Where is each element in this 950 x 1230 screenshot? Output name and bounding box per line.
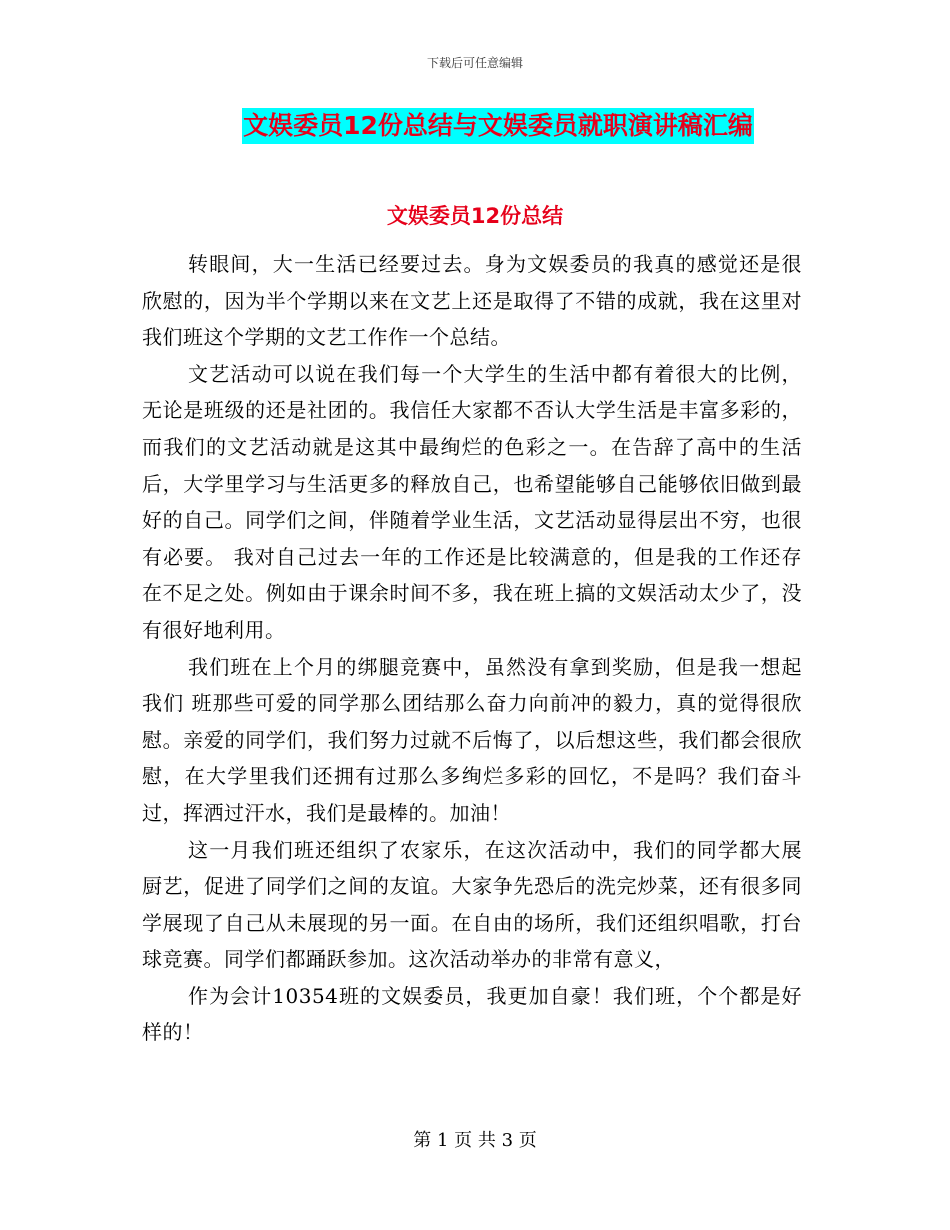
body-paragraph-4: 这一月我们班还组织了农家乐，在这次活动中，我们的同学都大展厨艺，促进了同学们之间的友谊。大家争先恐后的洗完炒菜，还有很多同学展现了自己从未展现的另一面。在自由的场所，我们还组织唱歌，打台球竞赛。同学们都踊跃参加。这次活动举办的非常有意义，: [142, 837, 802, 972]
document-title: 文娱委员12份总结与文娱委员就职演讲稿汇编: [242, 108, 754, 144]
body-paragraph-1: 转眼间，大一生活已经要过去。身为文娱委员的我真的感觉还是很欣慰的，因为半个学期以来在文艺上还是取得了不错的成就，我在这里对我们班这个学期的文艺工作作一个总结。: [142, 252, 802, 350]
document-body: [142, 246, 802, 1051]
body-paragraph-3: 我们班在上个月的绑腿竞赛中，虽然没有拿到奖励，但是我一想起我们 班那些可爱的同学那么团结那么奋力向前冲的毅力，真的觉得很欣慰。亲爱的同学们，我们努力过就不后悔了，以后想这些，我们都会很欣慰，在大学里我们还拥有过那么多绚烂多彩的回忆，不是吗？我们奋斗过，挥洒过汗水，我们是最棒的。加油！: [142, 654, 802, 825]
body-paragraph-5: 作为会计10354班的文娱委员，我更加自豪！我们班，个个都是好样的！: [142, 983, 802, 1045]
page-header-note: 下载后可任意编辑: [426, 56, 523, 70]
section-title: 文娱委员12份总结: [386, 204, 564, 228]
document-title-container: [0, 108, 950, 144]
page-number-footer: 第 1 页 共 3 页: [413, 1130, 537, 1151]
body-paragraph-2: 文艺活动可以说在我们每一个大学生的生活中都有着很大的比例，无论是班级的还是社团的。我信任大家都不否认大学生活是丰富多彩的，而我们的文艺活动就是这其中最绚烂的色彩之一。在告辞了高中的生活后，大学里学习与生活更多的释放自己，也希望能够自己能够依旧做到最好的自己。同学们之间，伴随着学业生活，文艺活动显得层出不穷，也很有必要。 我对自己过去一年的工作还是比较满意的，但是我的工作还存在不足之处。例如由于课余时间不多，我在班上搞的文娱活动太少了，没有很好地利用。: [142, 361, 802, 642]
